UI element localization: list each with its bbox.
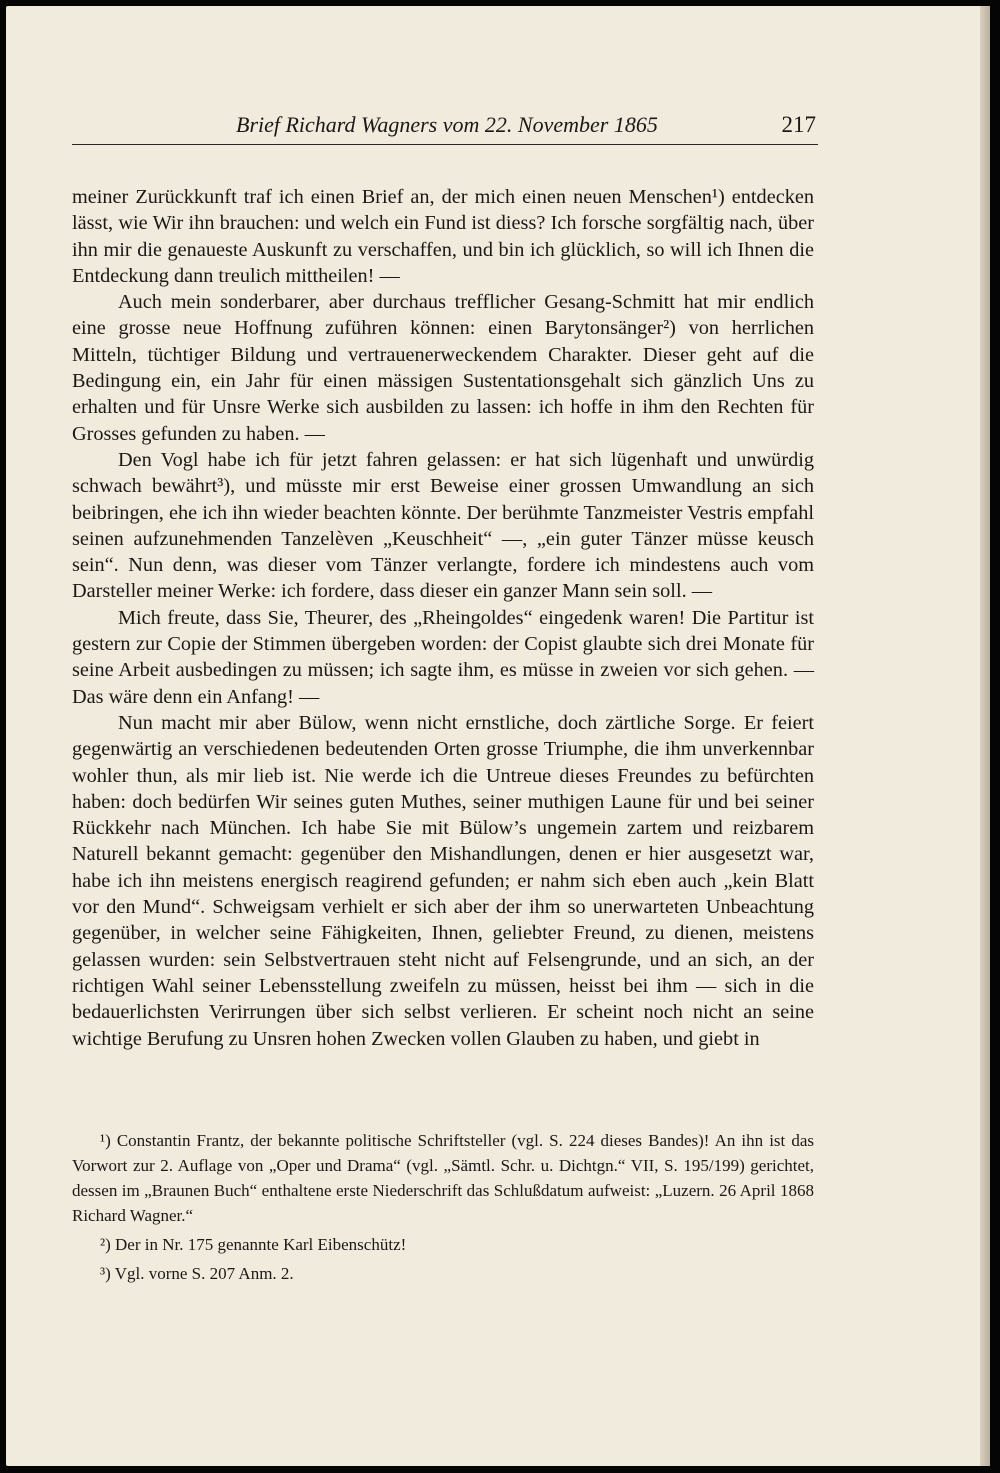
paragraph-rheingold: Mich freute, dass Sie, Theurer, des „Rheingoldes“ eingedenk waren! Die Partitur ist gestern zur Copie der Stimmen übergeben worden: der Copist glaubte sich drei Monate für seine Arbeit ausbedingen zu müssen; ich sagte ihm, es müsse in zweien vor sich gehen. — Das wäre denn ein Anfang! — [72, 606, 814, 708]
page-edge [980, 6, 990, 1466]
paragraph-vogl: Den Vogl habe ich für jetzt fahren gelassen: er hat sich lügenhaft und unwürdig schwach bewährt³), und müsste mir erst Beweise einer grossen Umwandlung an sich beibringen, ehe ich ihn wieder beachten könnte. Der berühmte Tanzmeister Vestris empfahl seinen aufzunehmenden Tanzelèven „Keuschheit“ —, „ein guter Tänzer müsse keusch sein“. Nun denn, was dieser vom Tänzer verlangte, fordere ich mindestens auch vom Darsteller meiner Werke: ich fordere, dass dieser ein ganzer Mann sein soll. — [72, 448, 814, 603]
page-number: 217 [781, 112, 816, 137]
paragraph-gesang-schmitt: Auch mein sonderbarer, aber durchaus trefflicher Gesang-Schmitt hat mir endlich eine grosse neue Hoffnung zuführen können: einen Barytonsänger²) von herrlichen Mitteln, tüchtiger Bildung und vertrauenerweckendem Charakter. Dieser geht auf die Bedingung ein, ein Jahr für einen mässigen Sustentationsgehalt sich gänzlich Uns zu erhalten und für Unsre Werke sich ausbilden zu lassen: ich hoffe in ihm den Rechten für Grosses gefunden zu haben. — [72, 291, 814, 445]
footnote-2: ²) Der in Nr. 175 genannte Karl Eibenschütz! [100, 1235, 407, 1254]
footnote-3: ³) Vgl. vorne S. 207 Anm. 2. [100, 1264, 294, 1283]
page-header [72, 110, 818, 145]
letter-body [72, 184, 814, 1052]
paragraph-continuation: meiner Zurückkunft traf ich einen Brief an, der mich einen neuen Menschen¹) entdecken lässt, wie Wir ihn brauchen: und welch ein Fund ist diess? Ich forsche sorgfältig nach, über ihn mir die genaueste Auskunft zu verschaffen, und bin ich glücklich, so will ich Ihnen die Entdeckung dann treulich mittheilen! — [72, 186, 814, 287]
book-page [6, 6, 990, 1466]
footnotes [72, 1128, 814, 1288]
running-title: Brief Richard Wagners vom 22. November 1865 [236, 112, 658, 137]
footnote-1: ¹) Constantin Frantz, der bekannte politische Schriftsteller (vgl. S. 224 dieses Bandes)! An ihn ist das Vorwort zur 2. Auflage von „Oper und Drama“ (vgl. „Sämtl. Schr. u. Dichtgn.“ VII, S. 195/199) gerichtet, dessen im „Braunen Buch“ enthaltene erste Niederschrift das Schlußdatum aufweist: „Luzern. 26 April 1868 Richard Wagner.“ [72, 1131, 814, 1225]
paragraph-buelow: Nun macht mir aber Bülow, wenn nicht ernstliche, doch zärtliche Sorge. Er feiert gegenwärtig an verschiedenen bedeutenden Orten grosse Triumphe, die ihm unverkennbar wohler thun, als mir lieb ist. Nie werde ich die Untreue dieses Freundes zu befürchten haben: doch bedürfen Wir seines guten Muthes, seiner muthigen Laune für und bei seiner Rückkehr nach München. Ich habe Sie mit Bülow’s ungemein zartem und reizbarem Naturell bekannt gemacht: gegenüber den Mishandlungen, denen er hier ausgesetzt war, habe ich ihn meistens energisch reagirend gefunden; er nahm sich eben auch „kein Blatt vor den Mund“. Schweigsam verhielt er sich aber der ihm so unerwarteten Unbeachtung gegenüber, in welcher seine Fähigkeiten, Ihnen, geliebter Freund, zu dienen, meistens gelassen wurden: sein Selbstvertrauen steht nicht auf Felsengrunde, und an sich, an der richtigen Wahl seiner Lebensstellung zweifeln zu müssen, heisst bei ihm — sich in die bedauerlichsten Verirrungen über sich selbst verlieren. Er scheint noch nicht an seine wichtige Berufung zu Unsren hohen Zwecken vollen Glauben zu haben, und giebt in [72, 711, 814, 1050]
